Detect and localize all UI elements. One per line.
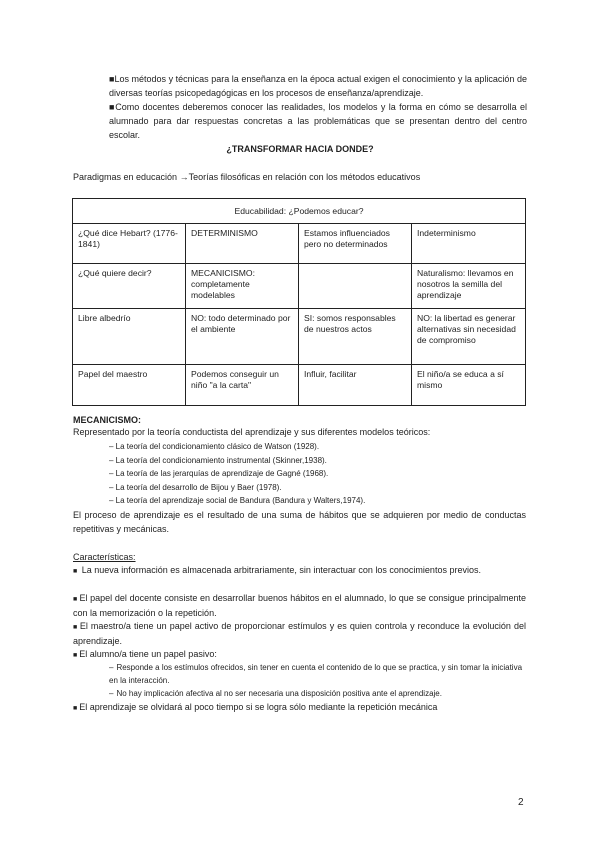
table-row <box>73 264 526 309</box>
subitem-text: Responde a los estímulos ofrecidos, sin tener en cuenta el contenido de lo que se practica, y sin tomar la iniciativa en la interacción. <box>109 663 523 685</box>
table-cell: Influir, facilitar <box>299 365 412 406</box>
mecanicismo-intro: Representado por la teoría conductista del aprendizaje y sus diferentes modelos teóricos: <box>73 427 431 437</box>
table-cell: El niño/a se educa a sí mismo <box>412 365 526 406</box>
mecanicismo-heading: MECANICISMO: <box>73 415 141 425</box>
table-cell: NO: todo determinado por el ambiente <box>186 309 299 365</box>
theories-list <box>109 440 365 508</box>
characteristic-item <box>73 592 526 620</box>
table-cell: ¿Qué dice Hebart? (1776-1841) <box>73 224 186 264</box>
characteristic-item <box>73 620 526 648</box>
square-bullet-icon: ■ <box>73 596 78 603</box>
characteristic-text: El papel del docente consiste en desarrollar buenos hábitos en el alumnado, lo que se consigue principalmente con la memorización o la repetición. <box>73 593 526 618</box>
table-cell <box>299 264 412 309</box>
process-paragraph: El proceso de aprendizaje es el resultado de una suma de hábitos que se adquieren por medio de conductas repetitivas y mecánicas. <box>73 510 526 534</box>
square-bullet-icon: ■ <box>73 568 78 575</box>
characteristic-text: La nueva información es almacenada arbitrariamente, sin interactuar con los conocimientos previos. <box>81 565 481 575</box>
list-item <box>109 687 526 700</box>
characteristic-item <box>73 701 526 716</box>
table-cell: ¿Qué quiere decir? <box>73 264 186 309</box>
page-number: 2 <box>518 797 524 808</box>
passive-student-list <box>109 661 526 700</box>
list-item: – La teoría del desarrollo de Bijou y Baer (1978). <box>109 481 365 495</box>
list-item <box>109 661 526 687</box>
table-cell: Naturalismo: llevamos en nosotros la semilla del aprendizaje <box>412 264 526 309</box>
section-heading: ¿TRANSFORMAR HACIA DONDE? <box>226 144 374 154</box>
list-item: – La teoría del condicionamiento clásico de Watson (1928). <box>109 440 365 454</box>
characteristics-heading: Características: <box>73 552 136 562</box>
table-caption: Educabilidad: ¿Podemos educar? <box>73 199 526 224</box>
list-item: – La teoría de las jerarquías de aprendizaje de Gagné (1968). <box>109 467 365 481</box>
table-cell: NO: la libertad es generar alternativas sin necesidad de compromiso <box>412 309 526 365</box>
characteristic-text: El aprendizaje se olvidará al poco tiempo si se logra sólo mediante la repetición mecánica <box>79 702 438 712</box>
educability-table <box>72 198 526 406</box>
characteristic-text: El maestro/a tiene un papel activo de proporcionar estímulos y es quien controla y reconduce la evolución del aprendizaje. <box>73 621 526 646</box>
characteristic-item <box>73 564 526 579</box>
paradigms-line: Paradigmas en educación →Teorías filosóficas en relación con los métodos educativos <box>73 172 421 182</box>
table-cell: Papel del maestro <box>73 365 186 406</box>
dash-icon: – <box>109 689 114 698</box>
table-row <box>73 309 526 365</box>
table-cell: Indeterminismo <box>412 224 526 264</box>
dash-icon: – <box>109 663 114 672</box>
table-cell: Libre albedrío <box>73 309 186 365</box>
table-row <box>73 224 526 264</box>
list-item: – La teoría del aprendizaje social de Bandura (Bandura y Walters,1974). <box>109 494 365 508</box>
intro-paragraph-1: ■Los métodos y técnicas para la enseñanza en la época actual exigen el conocimiento y la aplicación de diversas teorías psicopedagógicas en los procesos de enseñanza/aprendizaje. <box>109 74 527 98</box>
intro-paragraph-2: ■Como docentes deberemos conocer las realidades, los modelos y la forma en cómo se desarrolla el alumnado para dar respuestas concretas a las problemáticas que se presentan dentro del centro escolar. <box>109 102 527 140</box>
list-item: – La teoría del condicionamiento instrumental (Skinner,1938). <box>109 454 365 468</box>
square-bullet-icon: ■ <box>73 624 78 631</box>
table-cell: MECANICISMO: completamente modelables <box>186 264 299 309</box>
table-cell: Estamos influenciados pero no determinados <box>299 224 412 264</box>
square-bullet-icon: ■ <box>73 705 78 712</box>
subitem-text: No hay implicación afectiva al no ser necesaria una disposición positiva ante el aprendizaje. <box>116 689 442 698</box>
table-cell: SI: somos responsables de nuestros actos <box>299 309 412 365</box>
characteristic-text: El alumno/a tiene un papel pasivo: <box>79 649 217 659</box>
square-bullet-icon: ■ <box>73 652 78 659</box>
table-row <box>73 365 526 406</box>
table-cell: Podemos conseguir un niño "a la carta" <box>186 365 299 406</box>
table-cell: DETERMINISMO <box>186 224 299 264</box>
